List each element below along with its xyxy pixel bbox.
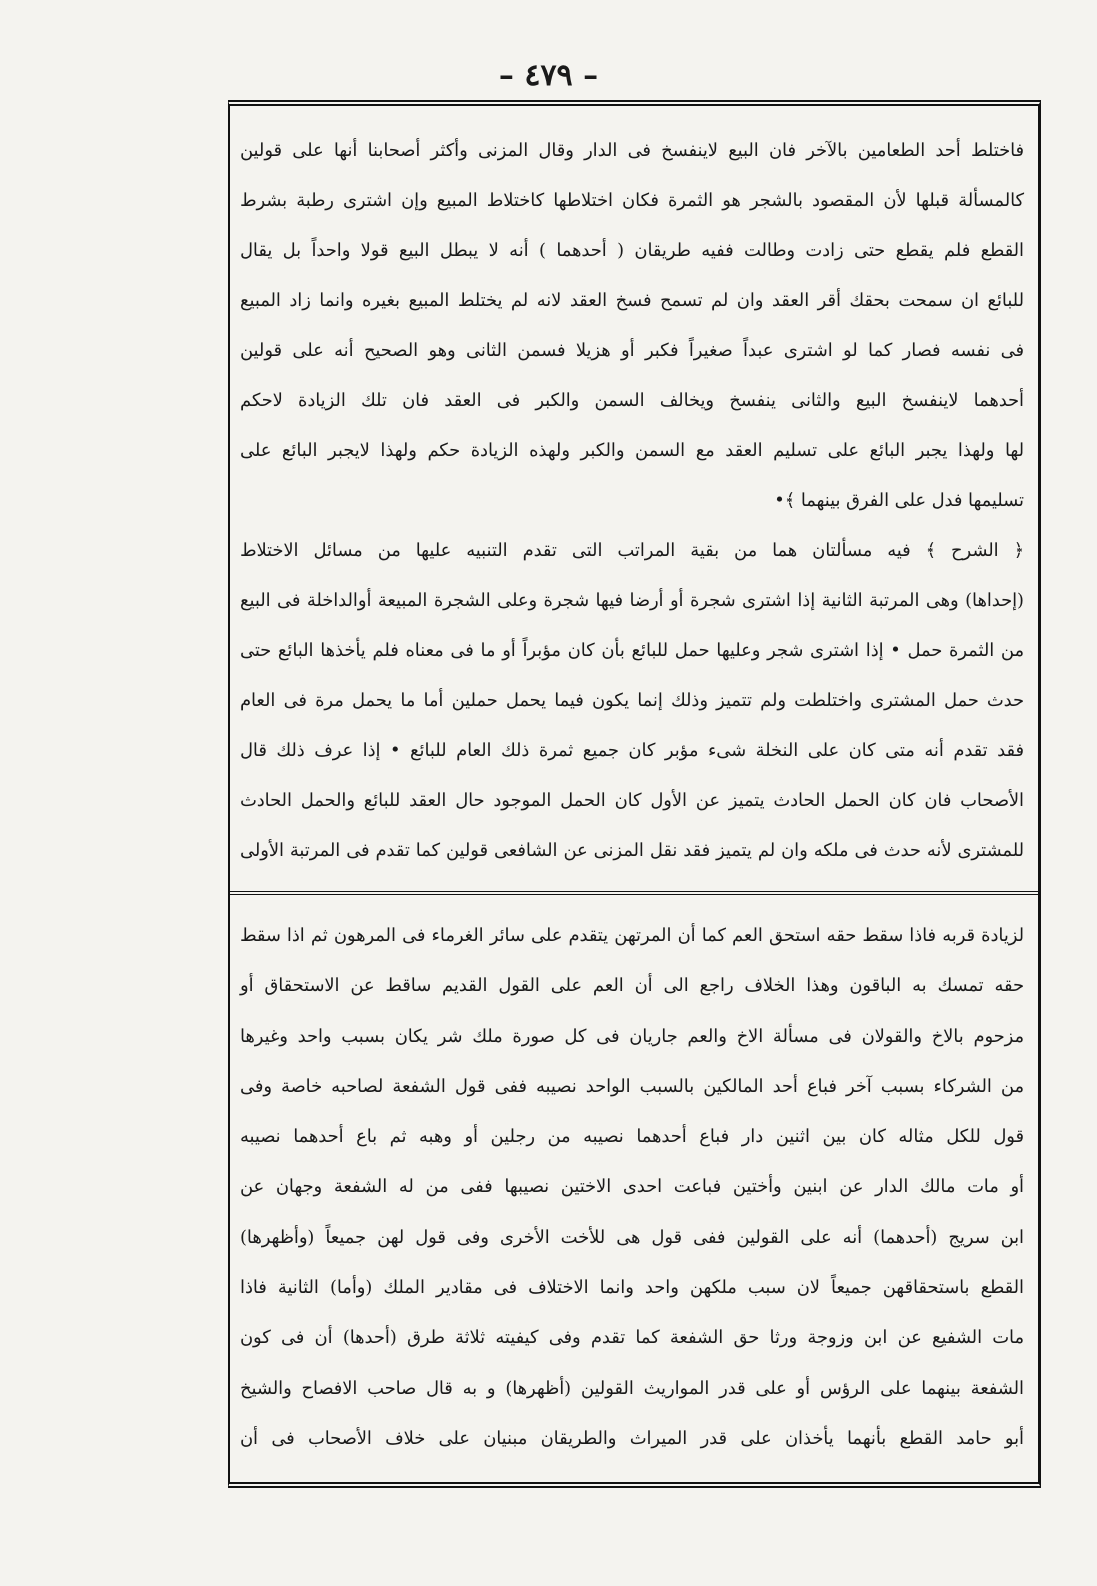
main-text-line: للبائع ان سمحت بحقك أقر العقد وان لم تسمح فسخ العقد لانه لم يختلط المبيع بغيره وانما زاد المبيع: [240, 290, 1024, 311]
main-text-line: حدث حمل المشترى واختلطت ولم تتميز وذلك إنما يكون فيما يحمل حملين أما ما يحمل مرة فى العام: [240, 690, 1024, 711]
main-text-block: [230, 126, 1038, 876]
main-text-line: الأصحاب فان كان الحمل الحادث يتميز عن الأول كان الحمل الموجود حال العقد للبائع والحمل الحادث: [240, 790, 1024, 811]
commentary-text-line: حقه تمسك به الباقون وهذا الخلاف راجع الى أن العم على القول القديم ساقط عن الاستحقاق أو: [240, 975, 1024, 997]
main-text-line: القطع فلم يقطع حتى زادت وطالت ففيه طريقان ( أحدهما ) أنه لا يبطل البيع قولا واحداً بل يقال: [240, 240, 1024, 261]
page-frame: [228, 100, 1041, 1488]
commentary-text-line: أو مات مالك الدار عن ابنين وأختين فباعت احدى الاختين نصيبها ففى من له الشفعة وجهان عن: [240, 1176, 1024, 1198]
main-text-line: فى نفسه فصار كما لو اشترى عبداً صغيراً فكبر أو هزيلا فسمن الثانى وهو الصحيح أنه على قولين: [240, 340, 1024, 361]
main-text-line: من الثمرة حمل • إذا اشترى شجر وعليها حمل للبائع بأن كان مؤبراً أو ما فى معناه فلم يأخذها البائع حتى: [240, 640, 1024, 661]
main-text-line: فقد تقدم أنه متى كان على النخلة شىء مؤبر كان جميع ثمرة ذلك العام للبائع • إذا عرف ذلك قال: [240, 740, 1024, 761]
commentary-text-line: من الشركاء بسبب آخر فباع أحد المالكين بالسبب الواحد نصيبه ففى قول الشفعة لصاحبه خاصة وفى: [240, 1075, 1024, 1097]
commentary-text-line: مات الشفيع عن ابن وزوجة ورثا حق الشفعة كما تقدم وفى كيفيته ثلاثة طرق (أحدها) أن فى كون: [240, 1327, 1024, 1349]
main-text-line: لها ولهذا يجبر البائع على تسليم العقد مع السمن والكبر ولهذه الزيادة حكم ولهذا لايجبر البائع على: [240, 440, 1024, 461]
main-text-line: ﴿ الشرح ﴾ فيه مسألتان هما من بقية المراتب التى تقدم التنبيه عليها من مسائل الاختلاط: [240, 540, 1024, 561]
commentary-text-line: ابن سريج (أحدهما) أنه على القولين ففى قول هى للأخت الأخرى وفى قول لهن جميعاً (وأظهرها): [240, 1226, 1024, 1248]
main-text-line: أحدهما لاينفسخ البيع والثانى ينفسخ ويخالف السمن والكبر فى العقد فان تلك الزيادة لاحكم: [240, 390, 1024, 411]
commentary-text-line: لزيادة قربه فاذا سقط حقه استحق العم كما أن المرتهن يتقدم على سائر الغرماء فى المرهون ثم اذا سقط: [240, 925, 1024, 946]
commentary-text-line: أبو حامد القطع بأنهما يأخذان على قدر الميراث والطريقان مبنيان على خلاف الأصحاب فى أن: [240, 1427, 1024, 1449]
page-number: – ٤٧٩ –: [498, 58, 599, 93]
commentary-text-line: مزحوم بالاخ والقولان فى مسألة الاخ والعم جاريان فى كل صورة ملك شر يكان بسبب واحد وغيرها: [240, 1025, 1024, 1047]
main-text-line: تسليمها فدل على الفرق بينهما ﴾•: [774, 490, 1024, 511]
commentary-text-line: القطع باستحقاقهن جميعاً لان سبب ملكهن واحد وانما الاختلاف فى مقادير الملك (وأما) الثانية فاذا: [240, 1277, 1024, 1299]
commentary-text-line: الشفعة بينهما على الرؤس أو على قدر المواريث القولين (أظهرها) و به قال صاحب الافصاح والشيخ: [240, 1377, 1024, 1399]
section-divider: [230, 891, 1038, 895]
main-text-line: فاختلط أحد الطعامين بالآخر فان البيع لاينفسخ فى الدار وقال المزنى وأكثر أصحابنا أنها على قولين: [240, 140, 1024, 161]
main-text-line: للمشترى لأنه حدث فى ملكه وان لم يتميز فقد نقل المزنى عن الشافعى قولين كما تقدم فى المرتبة الأولى: [240, 840, 1024, 861]
main-text-line: (إحداها) وهى المرتبة الثانية إذا اشترى شجرة أو أرضا فيها شجرة وعلى الشجرة المبيعة أوالداخلة فى البيع: [240, 590, 1024, 611]
commentary-text-line: قول للكل مثاله كان بين اثنين دار فباع أحدهما نصيبه من رجلين أو وهبه ثم باع أحدهما نصيبه: [240, 1126, 1024, 1148]
main-text-line: كالمسألة قبلها لأن المقصود بالشجر هو الثمرة فكان اختلاطها كاختلاط المبيع وإن اشترى رطبة بشرط: [240, 190, 1024, 211]
commentary-text-block: [230, 911, 1038, 1464]
